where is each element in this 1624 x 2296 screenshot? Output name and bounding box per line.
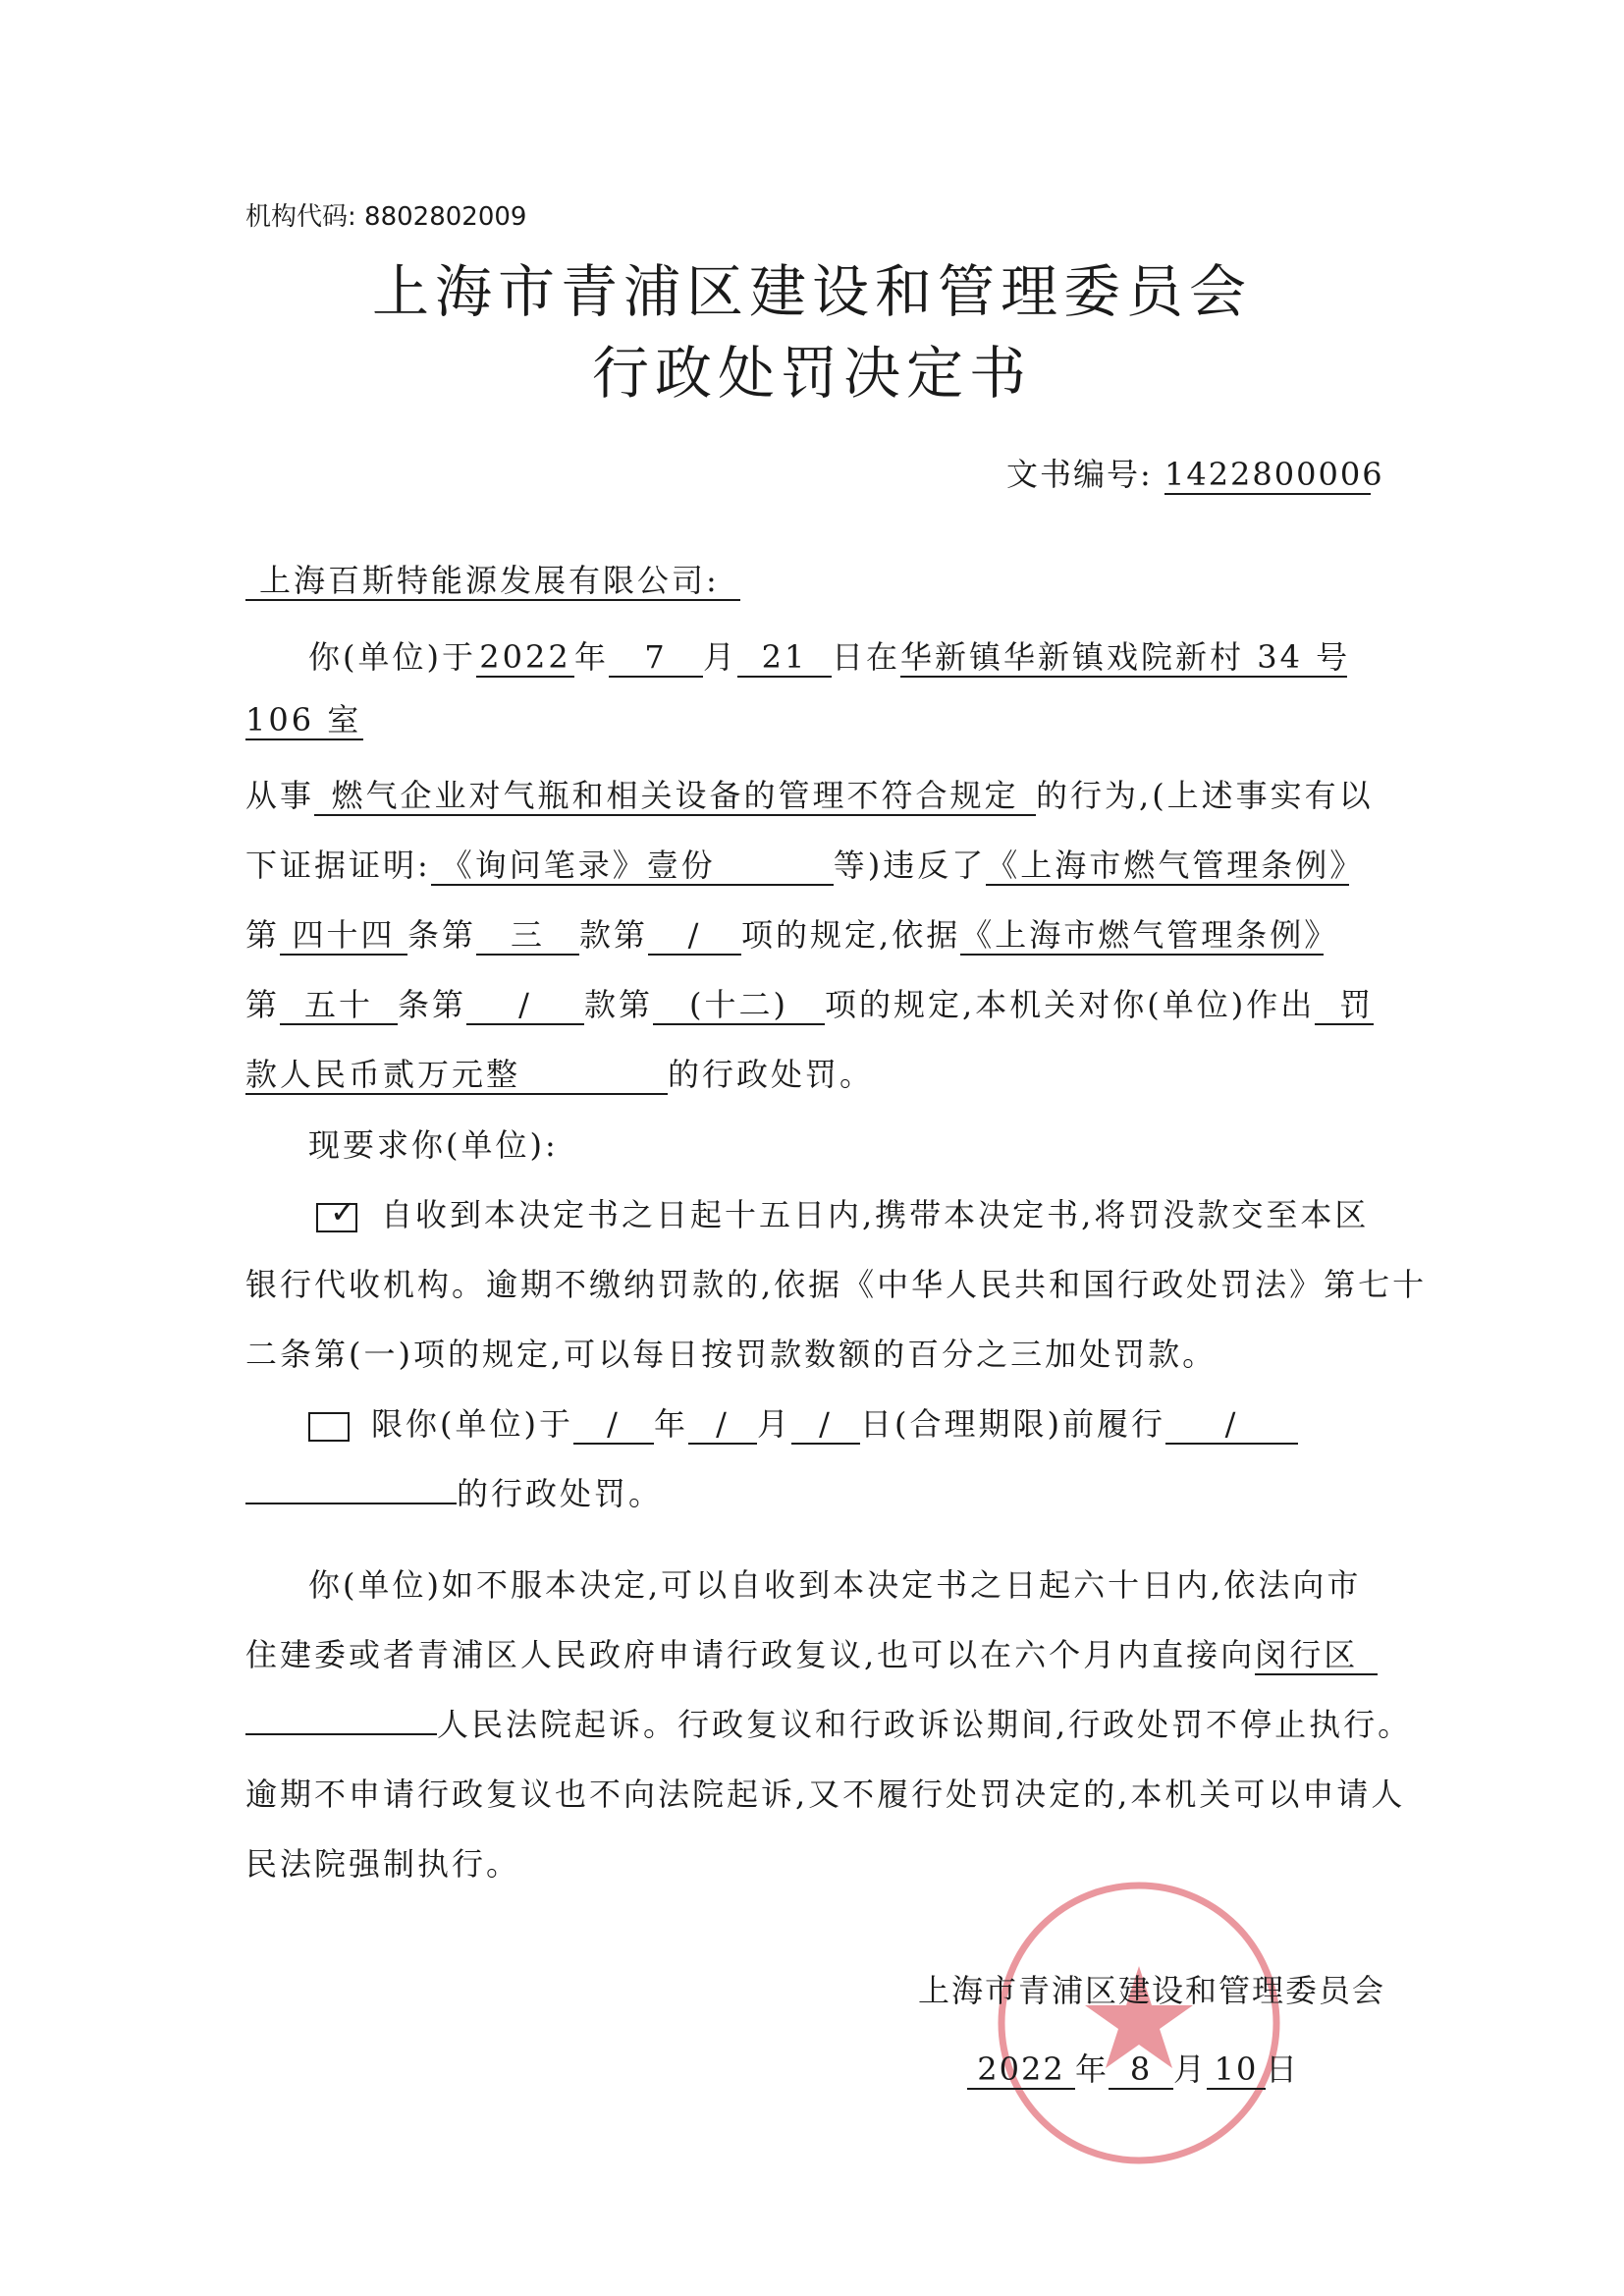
text: 款第 — [579, 916, 649, 954]
text: 你(单位)于 — [308, 638, 476, 676]
checkbox-option1 — [316, 1192, 359, 1232]
text: 款第 — [584, 986, 654, 1023]
fill-deadline-day: / — [791, 1406, 860, 1445]
text: 的行为,(上述事实有以 — [1036, 777, 1374, 814]
option1-line2: 银行代收机构。逾期不缴纳罚款的,依据《中华人民共和国行政处罚法》第七十 — [245, 1266, 1428, 1303]
fill-month: 7 — [609, 639, 703, 678]
text: 人民法院起诉。行政复议和行政诉讼期间,行政处罚不停止执行。 — [437, 1706, 1413, 1743]
checkbox-option2 — [308, 1412, 350, 1442]
fill-year: 2022 — [476, 639, 574, 678]
document-number — [1006, 450, 1384, 495]
sign-date — [967, 2045, 1299, 2090]
doc-no-label: 文书编号: — [1006, 456, 1153, 493]
date-month: 8 — [1109, 2051, 1173, 2090]
text: 月 — [1173, 2050, 1208, 2088]
fill-obligation-cont — [245, 1503, 457, 1504]
text: 限你(单位)于 — [371, 1405, 573, 1443]
text: 第 — [245, 986, 281, 1023]
text: 日 — [1266, 2050, 1300, 2088]
fill-deadline-year: / — [573, 1406, 654, 1445]
text: 项的规定,依据 — [741, 916, 961, 954]
text: 年 — [573, 638, 609, 676]
org-code-value: 8802802009 — [364, 202, 527, 232]
date-year: 2022 — [967, 2051, 1075, 2090]
text: 日(合理期限)前履行 — [860, 1405, 1165, 1443]
fill-address-cont: 106 室 — [245, 701, 362, 738]
doc-no-value: 1422800006 — [1164, 456, 1384, 493]
option1-line3: 二条第(一)项的规定,可以每日按罚款数额的百分之三加处罚款。 — [245, 1336, 1218, 1373]
para1-line4 — [245, 841, 1365, 886]
fill-clause: 三 — [476, 917, 579, 956]
text: 月 — [703, 638, 738, 676]
text: 的行政处罚。 — [457, 1475, 664, 1512]
para1-line6 — [245, 980, 1374, 1025]
official-seal — [992, 1876, 1286, 2170]
option2-line2 — [245, 1469, 663, 1514]
recipient-line — [245, 562, 740, 601]
text: 等)违反了 — [833, 847, 987, 884]
signer: 上海市青浦区建设和管理委员会 — [918, 1972, 1386, 2009]
recipient: 上海百斯特能源发展有限公司: — [245, 563, 740, 601]
text: 年 — [1075, 2050, 1110, 2088]
appeal-line4: 逾期不申请行政复议也不向法院起诉,又不履行处罚决定的,本机关可以申请人 — [245, 1776, 1406, 1813]
fill-law: 《上海市燃气管理条例》 — [986, 847, 1365, 884]
para1-line2 — [245, 701, 363, 740]
fill-basis-item: (十二) — [653, 987, 825, 1025]
text: 住建委或者青浦区人民政府申请行政复议,也可以在六个月内直接向 — [245, 1636, 1256, 1673]
date-day: 10 — [1207, 2051, 1266, 2090]
requirement-heading: 现要求你(单位): — [308, 1126, 559, 1164]
text: 第 — [245, 916, 281, 954]
text: 的行政处罚。 — [668, 1056, 875, 1093]
fill-day: 21 — [737, 639, 832, 678]
text: 条第 — [398, 986, 467, 1023]
para1-line3 — [245, 771, 1374, 816]
fill-basis-article: 五十 — [280, 987, 398, 1025]
document-title-org: 上海市青浦区建设和管理委员会 — [371, 258, 1252, 325]
fill-penalty-cont: 款人民币贰万元整 — [245, 1057, 668, 1095]
appeal-line2 — [245, 1630, 1378, 1675]
fill-violation: 燃气企业对气瓶和相关设备的管理不符合规定 — [314, 778, 1036, 816]
text: 自收到本决定书之日起十五日内,携带本决定书,将罚没款交至本区 — [381, 1196, 1370, 1233]
appeal-line1: 你(单位)如不服本决定,可以自收到本决定书之日起六十日内,依法向市 — [308, 1566, 1362, 1604]
appeal-line5: 民法院强制执行。 — [245, 1845, 521, 1883]
fill-article: 四十四 — [280, 917, 407, 956]
option2-line1 — [308, 1399, 1298, 1445]
fill-basis-law: 《上海市燃气管理条例》 — [960, 916, 1339, 954]
fill-obligation: / — [1165, 1406, 1298, 1445]
fill-address: 华新镇华新镇戏院新村 34 号 — [900, 638, 1351, 676]
para1-line5 — [245, 910, 1339, 956]
document-title: 行政处罚决定书 — [591, 340, 1032, 407]
para1-line7 — [245, 1050, 874, 1095]
text: 下证据证明: — [245, 847, 431, 884]
text: 年 — [653, 1405, 688, 1443]
option1-line1 — [316, 1190, 1369, 1235]
fill-deadline-month: / — [688, 1406, 757, 1445]
text: 条第 — [407, 916, 477, 954]
org-code-label: 机构代码: — [245, 202, 356, 232]
para1-line1 — [308, 632, 1351, 678]
fill-item: / — [648, 917, 741, 956]
org-code — [245, 196, 526, 233]
fill-court: 闵行区 — [1255, 1637, 1378, 1675]
fill-penalty: 罚 — [1315, 987, 1374, 1025]
text: 日在 — [832, 638, 901, 676]
text: 月 — [757, 1405, 792, 1443]
text: 从事 — [245, 777, 315, 814]
appeal-line3 — [245, 1700, 1412, 1745]
text: 项的规定,本机关对你(单位)作出 — [825, 986, 1316, 1023]
check-icon: ✓ — [330, 1192, 359, 1230]
fill-basis-clause: / — [466, 987, 584, 1025]
fill-court-cont — [245, 1733, 437, 1735]
fill-evidence: 《询问笔录》壹份 — [431, 847, 834, 886]
